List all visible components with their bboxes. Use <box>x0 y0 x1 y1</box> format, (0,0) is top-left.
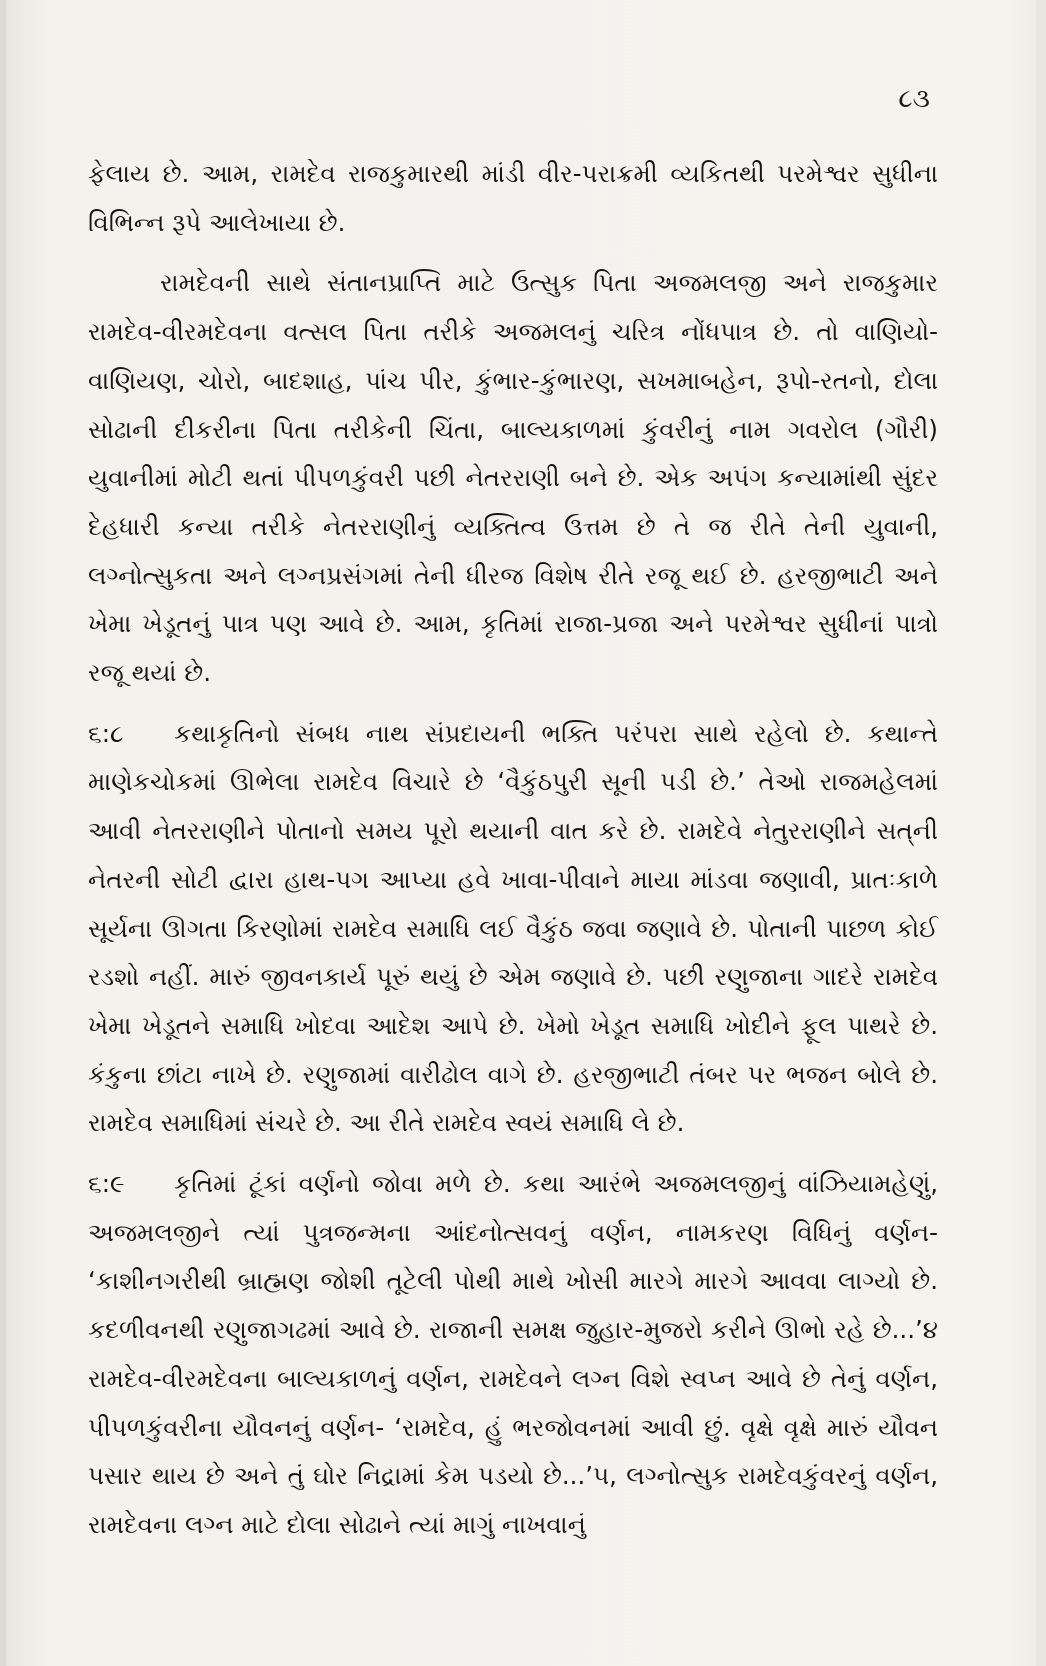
paragraph-text: કથાકૃતિનો સંબધ નાથ સંપ્રદાયની ભક્તિ પરંપરા સાથે રહેલો છે. કથાન્તે માણેકચોકમાં ઊભેલા રામદેવ વિચારે છે ‘વૈકુંઠપુરી સૂની પડી છે.’ તેઓ રાજમહેલમાં આવી નેતરરાણીને પોતાનો સમય પૂરો થયાની વાત કરે છે. રામદેવે નેતુરરાણીને સત્‌ની નેતરની સોટી દ્વારા હાથ-પગ આપ્યા હવે ખાવા-પીવાને માયા માંડવા જણાવી, પ્રાતઃકાળે સૂર્યના ઊગતા કિરણોમાં રામદેવ સમાધિ લઈ વૈકુંઠ જવા જણાવે છે. પોતાની પાછળ કોઈ રડશો નહીં. મારું જીવનકાર્ય પૂરું થયું છે એમ જણાવે છે. પછી રણુજાના ગાદરે રામદેવ ખેમા ખેડૂતને સમાધિ ખોદવા આદેશ આપે છે. ખેમો ખેડૂત સમાધિ ખોદીને ફૂલ પાથરે છે. કંકુના છાંટા નાખે છે. રણુજામાં વારીઢોલ વાગે છે. હરજીભાટી તંબર પર ભજન બોલે છે. રામદેવ સમાધિમાં સંચરે છે. આ રીતે રામદેવ સ્વયં સમાધિ લે છે. <box>88 718 938 1138</box>
paragraph-6-8 <box>88 710 938 1148</box>
paragraph-number: ૬:૮ <box>88 718 124 748</box>
paragraph-number: ૬:૯ <box>88 1169 125 1199</box>
paragraph-characters: રામદેવની સાથે સંતાનપ્રાપ્તિ માટે ઉત્સુક પિતા અજમલજી અને રાજકુમાર રામદેવ-વીરમદેવના વત્સલ પિતા તરીકે અજમલનું ચરિત્ર નોંધપાત્ર છે. તો વાણિયો-વાણિયણ, ચોરો, બાદશાહ, પાંચ પીર, કુંભાર-કુંભારણ, સખમાબહેન, રૂપો-રતનો, દોલા સોઢાની દીકરીના પિતા તરીકેની ચિંતા, બાલ્યકાળમાં કુંવરીનું નામ ગવરોલ (ગૌરી) યુવાનીમાં મોટી થતાં પીપળકુંવરી પછી નેતરરાણી બને છે. એક અપંગ કન્યામાંથી સુંદર દેહધારી કન્યા તરીકે નેતરરાણીનું વ્યક્તિત્વ ઉત્તમ છે તે જ રીતે તેની યુવાની, લગ્નોત્સુકતા અને લગ્નપ્રસંગમાં તેની ધીરજ વિશેષ રીતે રજૂ થઈ છે. હરજીભાટી અને ખેમા ખેડૂતનું પાત્ર પણ આવે છે. આમ, કૃતિમાં રાજા-પ્રજા અને પરમેશ્વર સુધીનાં પાત્રો રજૂ થયાં છે. <box>88 268 938 688</box>
paragraph-6-9 <box>88 1160 938 1550</box>
page-number: ૮૩ <box>898 84 930 114</box>
paragraph-text: કૃતિમાં ટૂંકાં વર્ણનો જોવા મળે છે. કથા આરંભે અજમલજીનું વાંઝિયામહેણું, અજમલજીને ત્યાં પુત્રજન્મના આંદનોત્સવનું વર્ણન, નામકરણ વિધિનું વર્ણન- ‘કાશીનગરીથી બ્રાહ્મણ જોશી તૂટેલી પોથી માથે ખોસી મારગે મારગે આવવા લાગ્યો છે. કદળીવનથી રણુજાગઢમાં આવે છે. રાજાની સમક્ષ જુહાર-મુજરો કરીને ઊભો રહે છે...’૪ રામદેવ-વીરમદેવના બાલ્યકાળનું વર્ણન, રામદેવને લગ્ન વિશે સ્વપ્ન આવે છે તેનું વર્ણન, પીપળકુંવરીના યૌવનનું વર્ણન- ‘રામદેવ, હું ભરજોવનમાં આવી છું. વૃક્ષે વૃક્ષે મારું યૌવન પસાર થાય છે અને તું ઘોર નિદ્રામાં કેમ પડયો છે...’૫, લગ્નોત્સુક રામદેવકુંવરનું વર્ણન, રામદેવના લગ્ન માટે દોલા સોઢાને ત્યાં માગું નાખવાનું <box>88 1169 938 1539</box>
paragraph-continuation: ફેલાય છે. આમ, રામદેવ રાજકુમારથી માંડી વીર-પરાક્રમી વ્યકિતથી પરમેશ્વર સુધીના વિભિન્ન રૂપે આલેખાયા છે. <box>88 159 938 237</box>
body-text <box>88 150 938 1562</box>
